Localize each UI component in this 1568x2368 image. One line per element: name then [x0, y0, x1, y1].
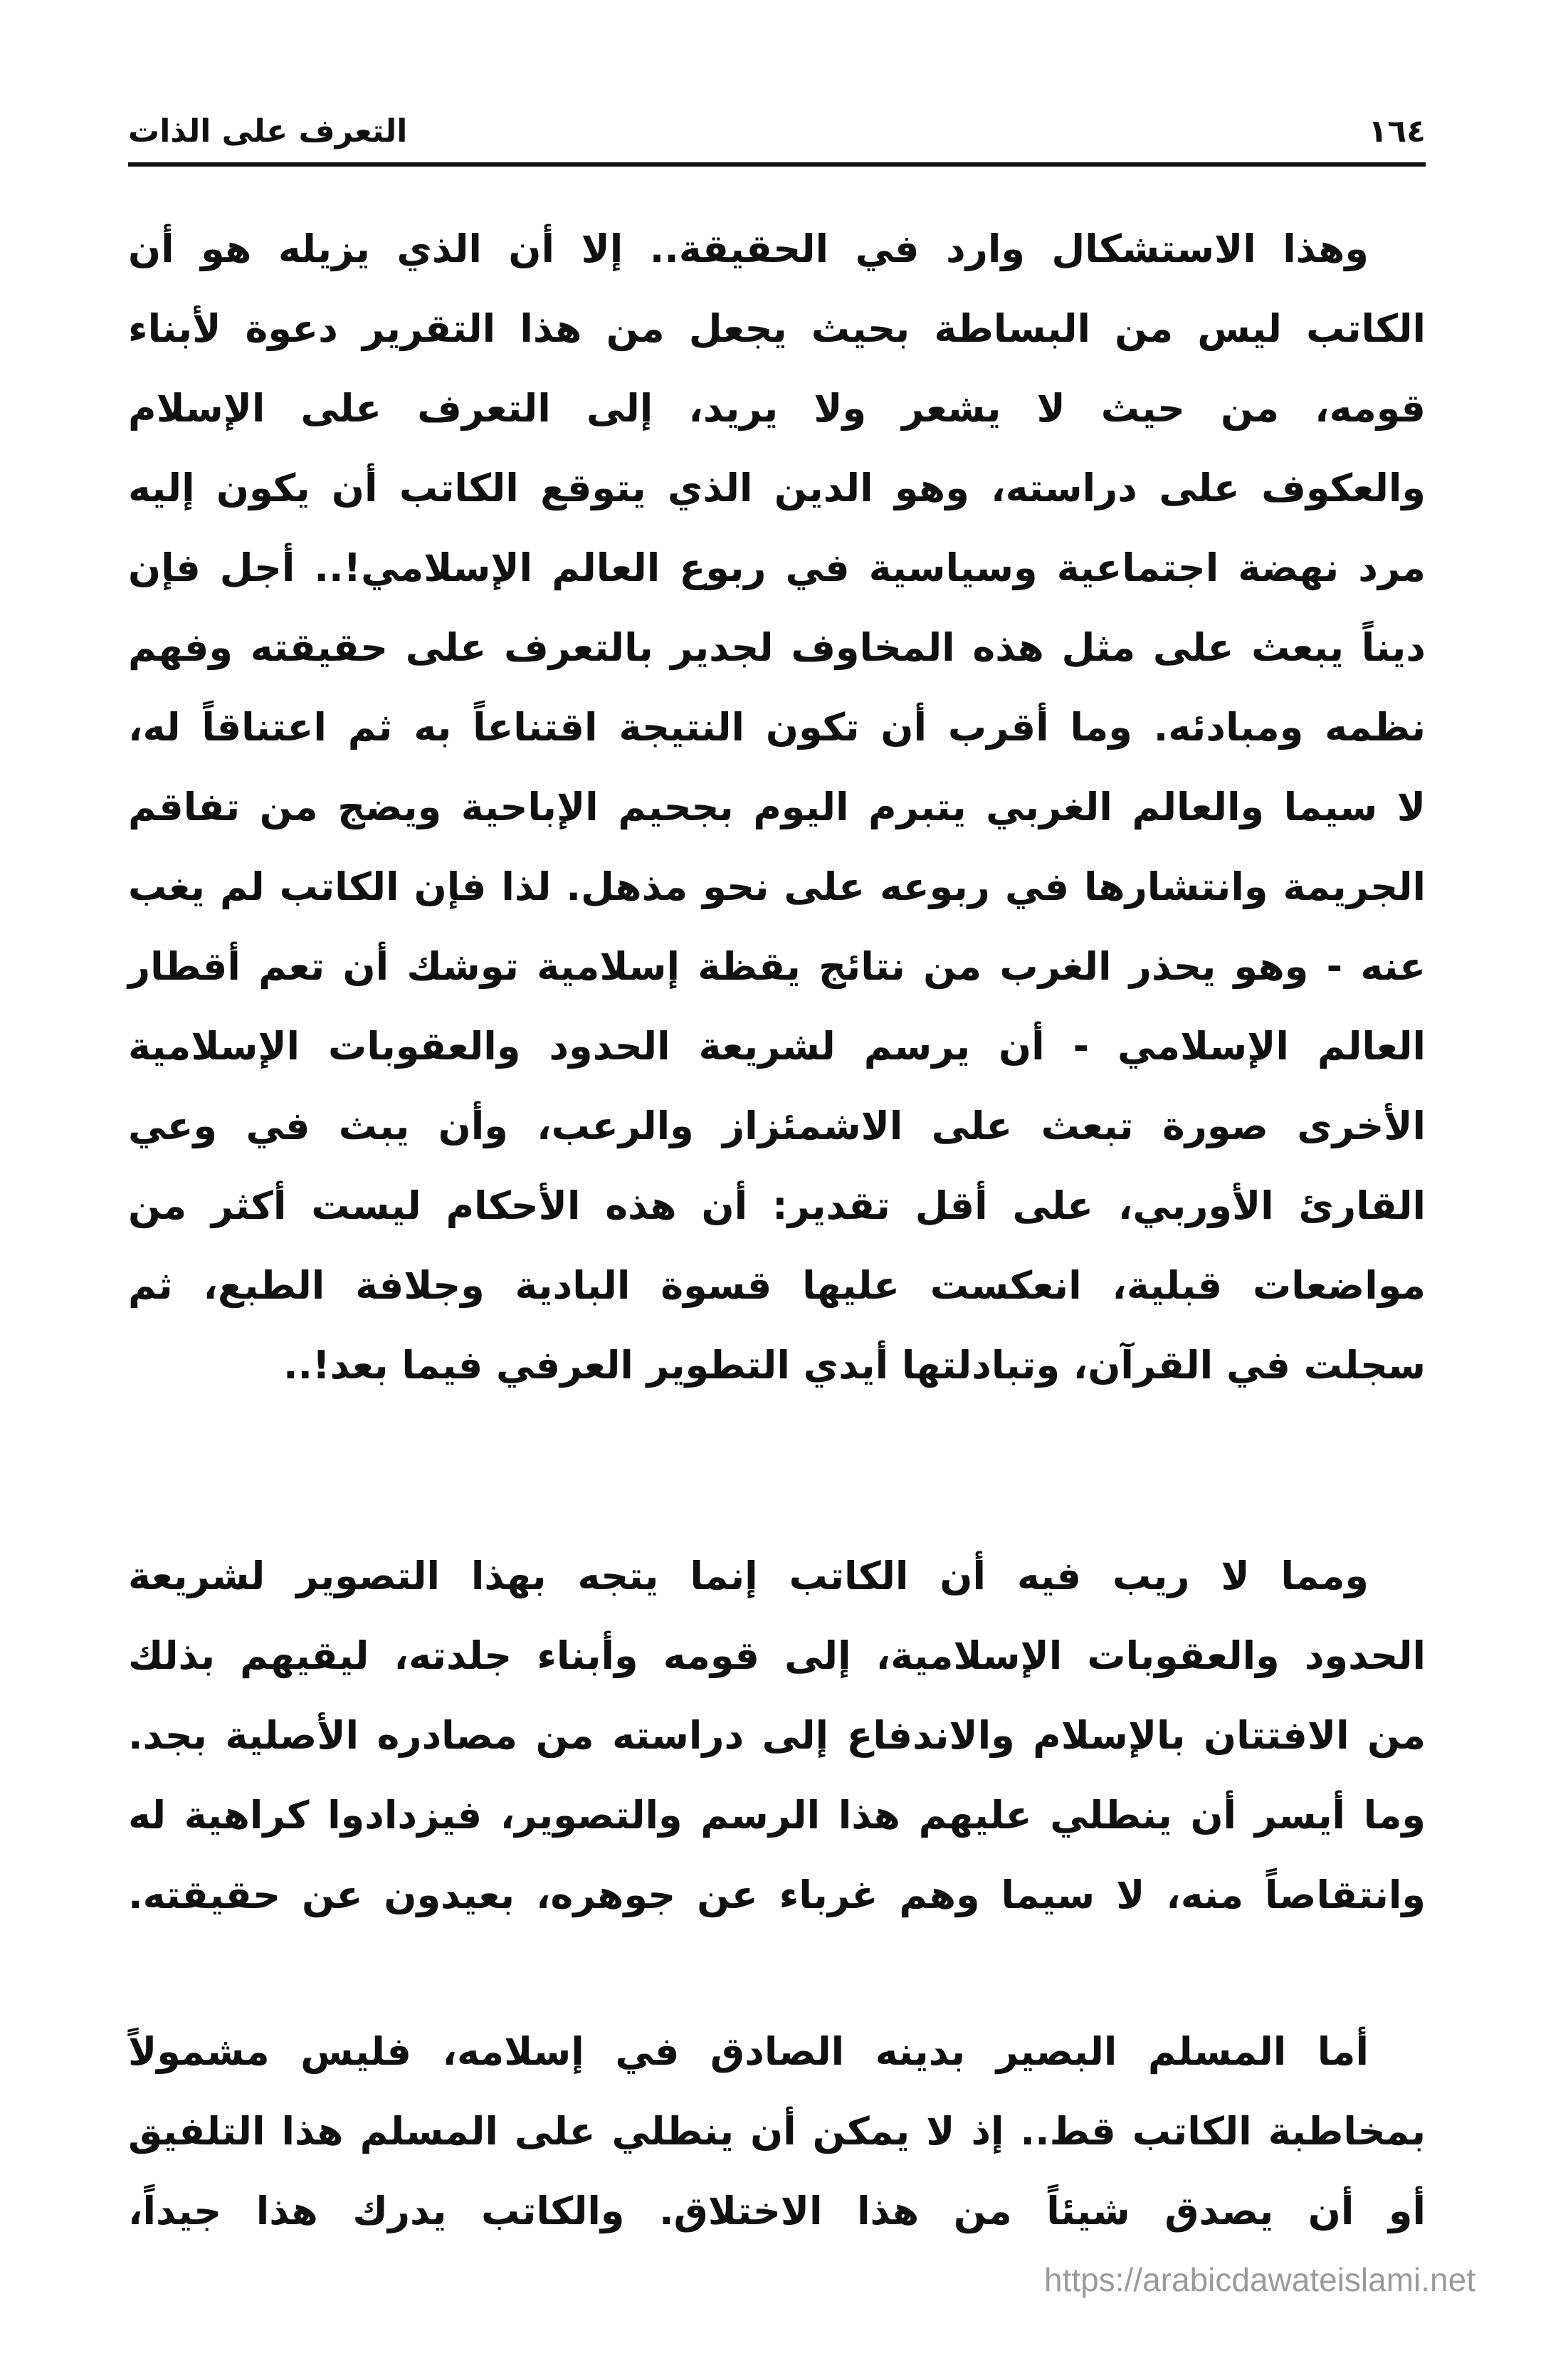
text-line: أو أن يصدق شيئاً من هذا الاختلاق. والكاتب يدرك هذا جيداً، [128, 2189, 1426, 2233]
text-line: الأخرى صورة تبعث على الاشمئزاز والرعب، وأن يبث في وعي [128, 1104, 1426, 1148]
text-line: الجريمة وانتشارها في ربوعه على نحو مذهل. لذا فإن الكاتب لم يغب [128, 864, 1426, 909]
text-line: العالم الإسلامي - أن يرسم لشريعة الحدود والعقوبات الإسلامية [128, 1024, 1426, 1069]
text-line: ومما لا ريب فيه أن الكاتب إنما يتجه بهذا التصوير لشريعة [128, 1554, 1369, 1598]
text-line: لا سيما والعالم الغربي يتبرم اليوم بجحيم الإباحية ويضج من تفاقم [128, 785, 1426, 829]
paragraph-2 [128, 1536, 1426, 1935]
text-line: الحدود والعقوبات الإسلامية، إلى قومه وأبناء جلدته، ليقيهم بذلك [128, 1633, 1426, 1678]
text-line: أما المسلم البصير بدينه الصادق في إسلامه، فليس مشمولاً [128, 2029, 1369, 2074]
text-line: القارئ الأوربي، على أقل تقدير: أن هذه الأحكام ليست أكثر من [128, 1183, 1426, 1228]
running-title: التعرف على الذات [128, 113, 408, 150]
header-rule [128, 162, 1426, 167]
text-line: عنه - وهو يحذر الغرب من نتائج يقظة إسلامية توشك أن تعم أقطار [128, 944, 1426, 989]
text-line: وما أيسر أن ينطلي عليهم هذا الرسم والتصوير، فيزدادوا كراهية له [128, 1793, 1426, 1838]
paragraph-3 [128, 2012, 1426, 2251]
text-line: وهذا الاستشكال وارد في الحقيقة.. إلا أن الذي يزيله هو أن [128, 226, 1369, 271]
text-line: مرد نهضة اجتماعية وسياسية في ربوع العالم الإسلامي!.. أجل فإن [128, 545, 1426, 590]
text-line: نظمه ومبادئه. وما أقرب أن تكون النتيجة اقتناعاً به ثم اعتناقاً له، [128, 705, 1426, 750]
page-header [128, 100, 1426, 150]
text-line: من الافتتان بالإسلام والاندفاع إلى دراسته من مصادره الأصلية بجد. [128, 1713, 1426, 1758]
text-line: ديناً يبعث على مثل هذه المخاوف لجدير بالتعرف على حقيقته وفهم [128, 625, 1426, 670]
text-line: سجلت في القرآن، وتبادلتها أيدي التطوير العرفي فيما بعد!.. [283, 1343, 1426, 1388]
text-line: بمخاطبة الكاتب قط.. إذ لا يمكن أن ينطلي على المسلم هذا التلفيق [128, 2109, 1426, 2154]
paragraph-1 [128, 209, 1426, 1405]
page-number: ١٦٤ [1368, 113, 1426, 150]
text-line: الكاتب ليس من البساطة بحيث يجعل من هذا التقرير دعوة لأبناء [128, 306, 1426, 351]
text-line: مواضعات قبلية، انعكست عليها قسوة البادية وجلافة الطبع، ثم [128, 1263, 1426, 1308]
text-line: قومه، من حيث لا يشعر ولا يريد، إلى التعرف على الإسلام [128, 386, 1426, 431]
watermark: https://arabicdawateislami.net [1044, 2261, 1475, 2298]
text-line: والعكوف على دراسته، وهو الدين الذي يتوقع الكاتب أن يكون إليه [128, 466, 1426, 510]
text-line: وانتقاصاً منه، لا سيما وهم غرباء عن جوهره، بعيدون عن حقيقته. [128, 1872, 1426, 1917]
